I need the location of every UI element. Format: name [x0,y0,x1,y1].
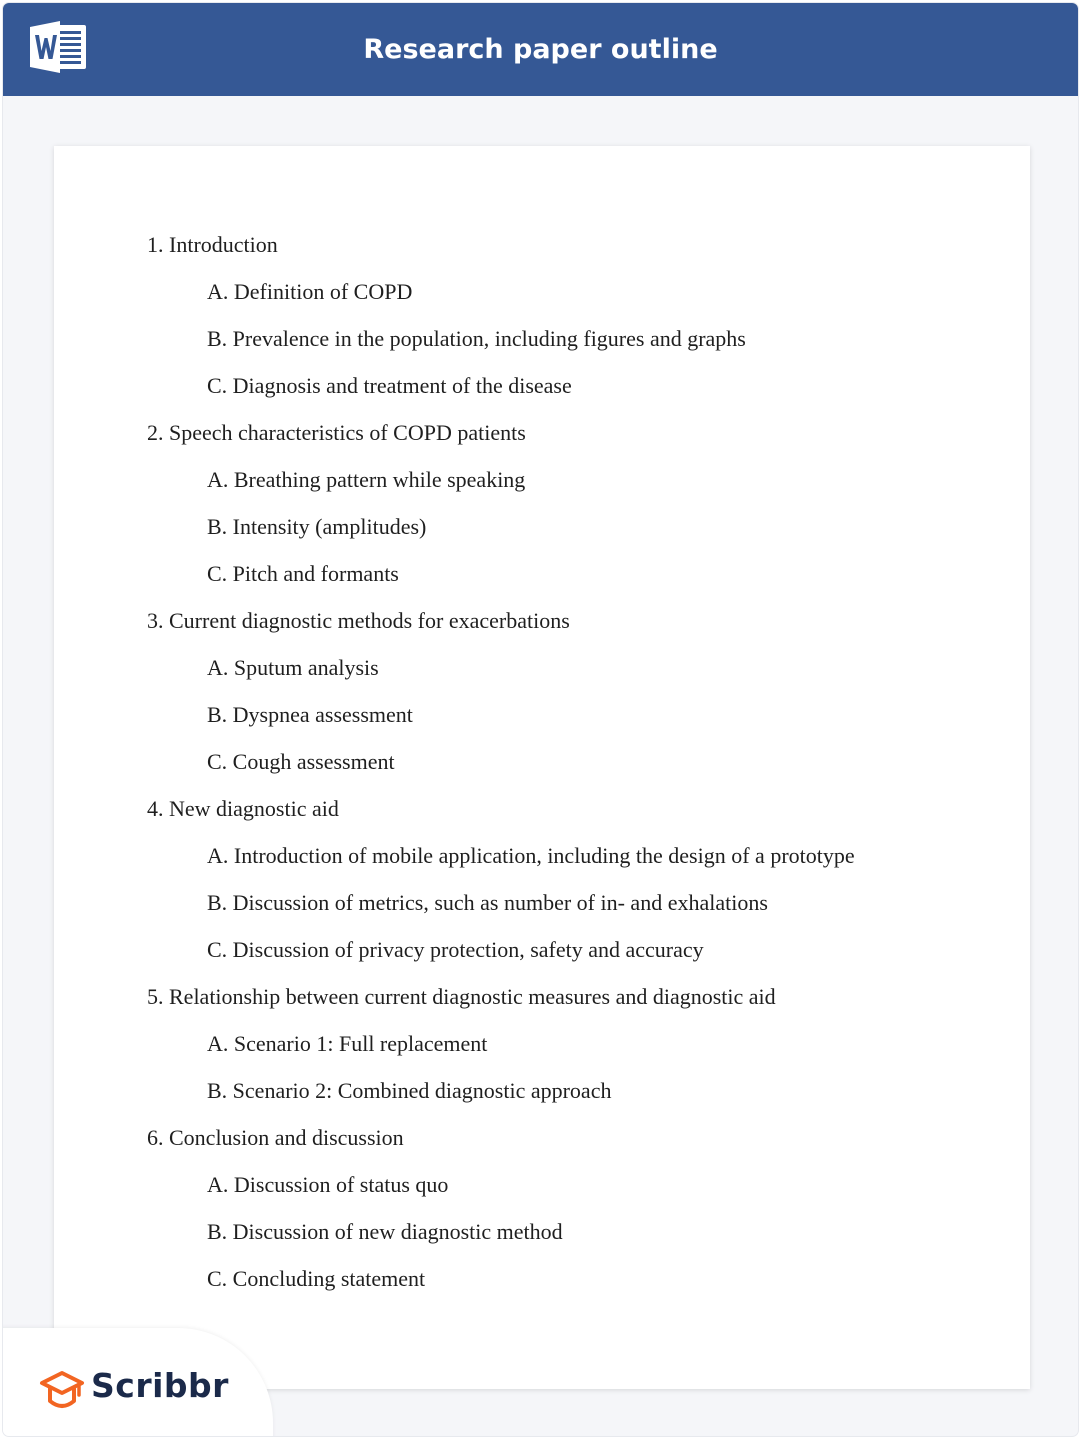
outline-subitem: A. Breathing pattern while speaking [207,467,526,492]
outline-subitem: C. Discussion of privacy protection, safety and accuracy [207,937,704,962]
outline-subitem: C. Cough assessment [207,749,395,774]
outline-subitem: B. Dyspnea assessment [207,702,413,727]
outline-list [147,224,1007,1305]
outline-subitem: C. Pitch and formants [207,561,399,586]
outline-subitem: A. Definition of COPD [207,279,413,304]
document-page [54,146,1030,1389]
outline-subitem: B. Discussion of metrics, such as number of in- and exhalations [207,890,768,915]
outline-heading: 2. Speech characteristics of COPD patients [147,420,526,445]
page-title: Research paper outline [363,34,718,65]
outline-heading: 3. Current diagnostic methods for exacerbations [147,608,570,633]
outline-subitem: C. Diagnosis and treatment of the disease [207,373,572,398]
outline-heading: 4. New diagnostic aid [147,796,339,821]
outline-subitem: A. Sputum analysis [207,655,379,680]
outline-subitem: B. Discussion of new diagnostic method [207,1219,563,1244]
outline-subitem: A. Introduction of mobile application, including the design of a prototype [207,843,855,868]
outline-heading: 6. Conclusion and discussion [147,1125,404,1150]
infographic-frame [3,3,1078,1436]
outline-subitem: A. Scenario 1: Full replacement [207,1031,488,1056]
outline-subitem: C. Concluding statement [207,1266,426,1291]
brand-name: Scribbr [91,1366,229,1405]
outline-heading: 1. Introduction [147,232,278,257]
outline-heading: 5. Relationship between current diagnostic measures and diagnostic aid [147,984,776,1009]
outline-subitem: A. Discussion of status quo [207,1172,449,1197]
graduation-cap-logo-icon [39,1370,85,1412]
outline-subitem: B. Intensity (amplitudes) [207,514,427,539]
outline-subitem: B. Prevalence in the population, including figures and graphs [207,326,746,351]
outline-subitem: B. Scenario 2: Combined diagnostic approach [207,1078,612,1103]
header-bar [3,3,1078,96]
